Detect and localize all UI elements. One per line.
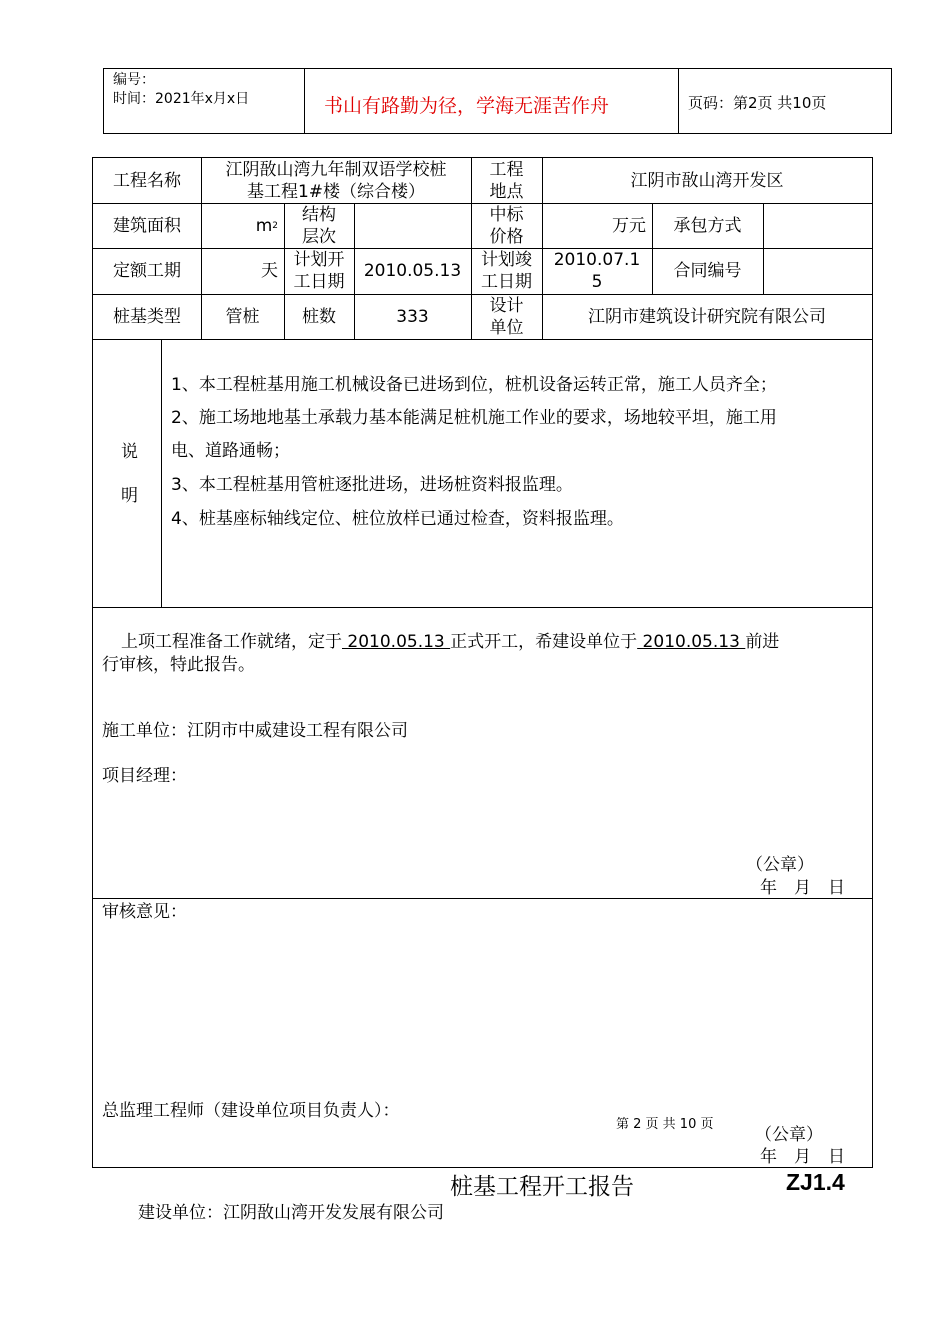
- pile-type-value: 管桩: [225, 306, 260, 327]
- report-start-date: 2010.05.13: [342, 632, 451, 652]
- design-label-line1: 设计: [489, 295, 524, 316]
- notes-label-1: 说: [121, 442, 138, 462]
- plan-end-value-line1: 2010.07.1: [553, 250, 641, 270]
- notes-item-3: 3、本工程桩基用管桩逐批进场，进场桩资料报监理。: [171, 475, 573, 495]
- bid-label-line1: 中标: [489, 204, 524, 225]
- contract-no-label: 合同编号: [673, 261, 742, 281]
- pile-count-label: 桩数: [302, 306, 336, 327]
- header-motto: 书山有路勤为径，学海无涯苦作舟: [324, 95, 610, 117]
- report-line-1: [121, 631, 779, 653]
- area-unit-superscript: 2: [272, 220, 278, 231]
- plan-start-label-line1: 计划开: [293, 250, 345, 270]
- contractor-seal: （公章）: [746, 855, 814, 875]
- report-form-table: [92, 157, 873, 1168]
- pile-type-label: 桩基类型: [113, 306, 181, 327]
- location-label-line2: 地点: [489, 181, 524, 202]
- project-name-line1: 江阴敔山湾九年制双语学校桩: [225, 159, 447, 180]
- bid-label-line2: 价格: [489, 226, 524, 247]
- period-unit: 天: [261, 261, 278, 281]
- report-text-c: 前进: [745, 632, 780, 652]
- structure-label: [284, 203, 354, 248]
- review-seal: （公章）: [755, 1125, 823, 1145]
- bid-unit: 万元: [612, 215, 646, 236]
- form-title: 桩基工程开工报告: [450, 1174, 634, 1200]
- review-label: 审核意见：: [102, 902, 187, 922]
- plan-end-label-line2: 工日期: [481, 272, 532, 292]
- header-meta-cell: [104, 69, 305, 133]
- plan-start-label-line2: 工日期: [293, 272, 345, 292]
- plan-end-label-line1: 计划竣: [481, 250, 532, 270]
- plan-end-label: [471, 248, 542, 294]
- page-footer: 第 2 页 共 10 页: [616, 1117, 714, 1132]
- report-review-date: 2010.05.13: [637, 632, 746, 652]
- supervisor-line: 总监理工程师（建设单位项目负责人）：: [102, 1101, 400, 1121]
- project-manager-line: 项目经理：: [102, 766, 187, 786]
- location-label: [471, 158, 542, 203]
- structure-label-line1: 结构: [302, 204, 336, 225]
- design-label-line2: 单位: [489, 317, 524, 338]
- area-unit-text: m: [255, 215, 273, 236]
- plan-end-value-line2: 5: [591, 272, 603, 292]
- structure-label-line2: 层次: [302, 226, 336, 247]
- location-label-line1: 工程: [489, 159, 524, 180]
- plan-end-value: [542, 248, 652, 294]
- report-text-a: 上项工程准备工作就绪，定于: [121, 632, 342, 652]
- notes-item-2-line2: 电、道路通畅；: [171, 441, 290, 461]
- form-code: ZJ1.4: [786, 1169, 845, 1195]
- document-header: [103, 68, 892, 134]
- period-label: 定额工期: [113, 261, 181, 281]
- time-label: 时间：2021年x月x日: [113, 91, 250, 107]
- area-unit: [201, 203, 284, 248]
- area-label: 建筑面积: [113, 215, 181, 236]
- plan-start-label: [284, 248, 354, 294]
- project-name-value: [201, 158, 471, 203]
- design-label: [471, 294, 542, 339]
- pile-count-value: 333: [396, 306, 429, 327]
- notes-item-4: 4、桩基座标轴线定位、桩位放样已通过检查，资料报监理。: [171, 509, 624, 529]
- notes-label-2: 明: [121, 486, 138, 506]
- number-label: 编号：: [113, 72, 155, 88]
- location-value: 江阴市敔山湾开发区: [630, 170, 784, 191]
- review-date-line: 年 月 日: [760, 1147, 845, 1167]
- page-info: 页码：第2页 共10页: [688, 94, 827, 112]
- plan-start-value: 2010.05.13: [363, 261, 462, 281]
- notes-item-2-line1: 2、施工场地地基土承载力基本能满足桩机施工作业的要求，场地较平坦，施工用: [171, 408, 777, 428]
- contract-mode-label: 承包方式: [673, 215, 742, 236]
- project-name-line2: 基工程1#楼（综合楼）: [246, 181, 426, 202]
- header-divider: [678, 69, 680, 133]
- notes-item-1: 1、本工程桩基用施工机械设备已进场到位，桩机设备运转正常，施工人员齐全；: [171, 375, 777, 395]
- design-value: 江阴市建筑设计研究院有限公司: [588, 306, 826, 327]
- contractor-date-line: 年 月 日: [760, 878, 845, 898]
- bid-label: [471, 203, 542, 248]
- contractor-line: 施工单位：江阴市中威建设工程有限公司: [102, 721, 408, 741]
- project-name-label: 工程名称: [113, 170, 181, 191]
- client-line: 建设单位：江阴敔山湾开发发展有限公司: [138, 1203, 444, 1223]
- report-line-2: 行审核，特此报告。: [102, 655, 255, 675]
- report-text-b: 正式开工，希建设单位于: [450, 632, 638, 652]
